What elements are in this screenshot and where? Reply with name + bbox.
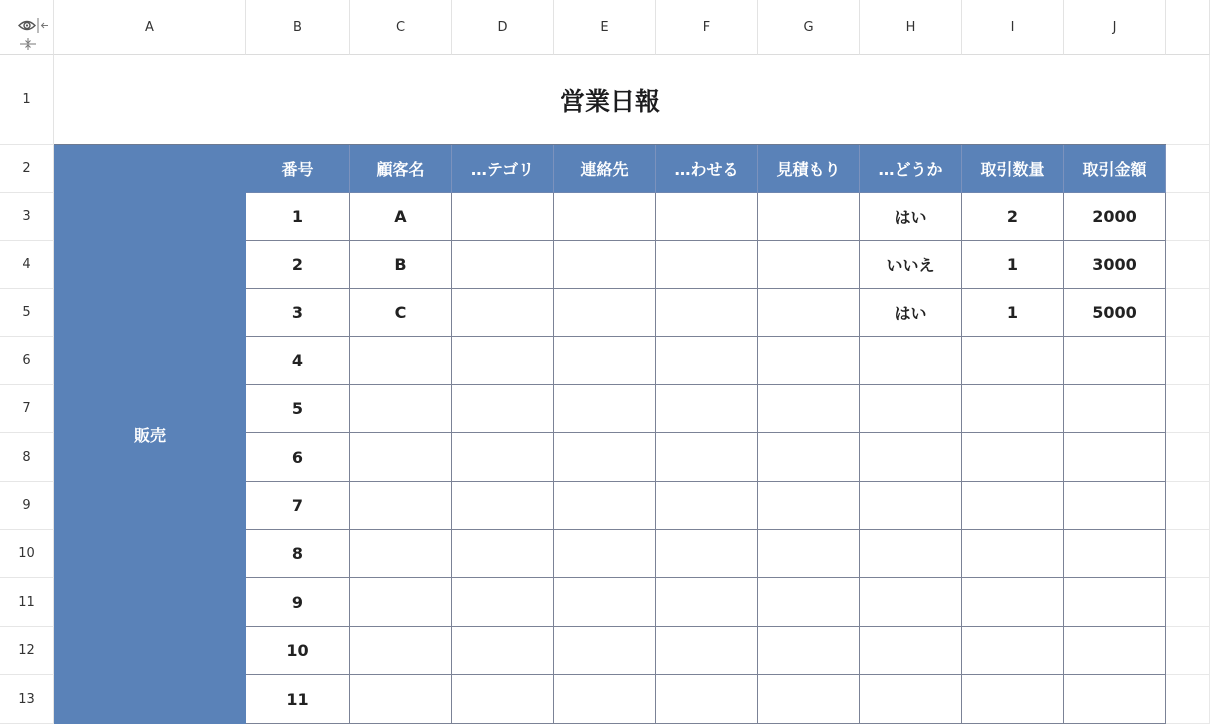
table-cell[interactable]	[452, 337, 554, 385]
table-cell[interactable]: 1	[962, 289, 1064, 337]
table-cell[interactable]	[758, 385, 860, 433]
freeze-rows-icon[interactable]	[20, 38, 36, 50]
table-cell[interactable]	[962, 530, 1064, 578]
table-cell[interactable]	[962, 385, 1064, 433]
table-cell[interactable]	[860, 337, 962, 385]
table-cell[interactable]: 1	[246, 193, 350, 241]
table-header-cell[interactable]: 連絡先	[554, 145, 656, 193]
table-cell[interactable]: 9	[246, 578, 350, 627]
empty-cell[interactable]	[1166, 55, 1210, 145]
row-header-6[interactable]: 6	[0, 337, 54, 385]
table-cell[interactable]	[860, 385, 962, 433]
table-cell[interactable]	[554, 675, 656, 724]
table-header-cell[interactable]: 番号	[246, 145, 350, 193]
sheet-title[interactable]: 営業日報	[54, 55, 1166, 145]
row-header-13[interactable]: 13	[0, 675, 54, 724]
empty-cell[interactable]	[1166, 385, 1210, 433]
table-cell[interactable]	[350, 578, 452, 627]
row-header-9[interactable]: 9	[0, 482, 54, 530]
table-cell[interactable]	[758, 289, 860, 337]
empty-cell[interactable]	[1166, 337, 1210, 385]
table-cell[interactable]: 2	[962, 193, 1064, 241]
table-cell[interactable]	[1064, 433, 1166, 482]
table-cell[interactable]	[962, 482, 1064, 530]
table-cell[interactable]: 5000	[1064, 289, 1166, 337]
table-cell[interactable]	[758, 482, 860, 530]
column-header-g[interactable]: G	[758, 0, 860, 55]
table-cell[interactable]: 1	[962, 241, 1064, 289]
table-cell[interactable]	[656, 675, 758, 724]
table-cell[interactable]	[656, 193, 758, 241]
table-cell[interactable]	[962, 675, 1064, 724]
table-cell[interactable]	[656, 578, 758, 627]
table-cell[interactable]	[350, 337, 452, 385]
empty-cell[interactable]	[1166, 145, 1210, 193]
table-cell[interactable]	[554, 385, 656, 433]
row-header-7[interactable]: 7	[0, 385, 54, 433]
table-cell[interactable]: 2	[246, 241, 350, 289]
table-header-cell[interactable]: …どうか	[860, 145, 962, 193]
table-cell[interactable]	[758, 627, 860, 675]
table-header-cell[interactable]: 見積もり	[758, 145, 860, 193]
column-header-j[interactable]: J	[1064, 0, 1166, 55]
table-cell[interactable]	[860, 530, 962, 578]
table-cell[interactable]	[452, 530, 554, 578]
table-cell[interactable]	[1064, 482, 1166, 530]
row-header-5[interactable]: 5	[0, 289, 54, 337]
table-cell[interactable]: 3000	[1064, 241, 1166, 289]
column-header-i[interactable]: I	[962, 0, 1064, 55]
table-cell[interactable]	[554, 193, 656, 241]
table-cell[interactable]	[1064, 530, 1166, 578]
table-cell[interactable]	[758, 337, 860, 385]
table-cell[interactable]	[350, 482, 452, 530]
table-cell[interactable]	[452, 675, 554, 724]
table-cell[interactable]	[758, 433, 860, 482]
table-cell[interactable]	[860, 675, 962, 724]
table-cell[interactable]: 5	[246, 385, 350, 433]
table-cell[interactable]	[350, 385, 452, 433]
table-cell[interactable]	[554, 337, 656, 385]
table-cell[interactable]	[554, 627, 656, 675]
table-cell[interactable]: B	[350, 241, 452, 289]
table-cell[interactable]	[452, 627, 554, 675]
table-cell[interactable]: はい	[860, 289, 962, 337]
table-cell[interactable]	[1064, 627, 1166, 675]
table-cell[interactable]: 4	[246, 337, 350, 385]
table-cell[interactable]	[962, 433, 1064, 482]
eye-icon[interactable]	[19, 22, 35, 30]
table-cell[interactable]	[554, 578, 656, 627]
table-cell[interactable]	[452, 578, 554, 627]
table-cell[interactable]	[656, 289, 758, 337]
row-header-2[interactable]: 2	[0, 145, 54, 193]
empty-cell[interactable]	[1166, 530, 1210, 578]
column-header-h[interactable]: H	[860, 0, 962, 55]
table-cell[interactable]	[350, 675, 452, 724]
table-cell[interactable]	[350, 627, 452, 675]
table-cell[interactable]	[962, 578, 1064, 627]
column-header-d[interactable]: D	[452, 0, 554, 55]
table-cell[interactable]	[350, 433, 452, 482]
empty-cell[interactable]	[1166, 193, 1210, 241]
column-header-b[interactable]: B	[246, 0, 350, 55]
column-header-c[interactable]: C	[350, 0, 452, 55]
table-cell[interactable]: A	[350, 193, 452, 241]
table-cell[interactable]	[554, 482, 656, 530]
row-header-4[interactable]: 4	[0, 241, 54, 289]
table-cell[interactable]	[1064, 337, 1166, 385]
table-header-cell[interactable]: 顧客名	[350, 145, 452, 193]
table-cell[interactable]	[860, 578, 962, 627]
table-cell[interactable]	[860, 627, 962, 675]
table-cell[interactable]	[656, 530, 758, 578]
empty-cell[interactable]	[1166, 675, 1210, 724]
empty-cell[interactable]	[1166, 578, 1210, 627]
table-cell[interactable]	[758, 241, 860, 289]
table-cell[interactable]	[452, 241, 554, 289]
table-cell[interactable]	[1064, 675, 1166, 724]
table-cell[interactable]: 2000	[1064, 193, 1166, 241]
table-cell[interactable]: 10	[246, 627, 350, 675]
table-cell[interactable]: 6	[246, 433, 350, 482]
row-header-11[interactable]: 11	[0, 578, 54, 627]
table-cell[interactable]	[656, 241, 758, 289]
table-cell[interactable]	[554, 530, 656, 578]
freeze-columns-icon[interactable]	[38, 18, 48, 33]
table-cell[interactable]	[860, 433, 962, 482]
table-cell[interactable]	[452, 482, 554, 530]
row-header-10[interactable]: 10	[0, 530, 54, 578]
table-header-cell[interactable]: …わせる	[656, 145, 758, 193]
table-cell[interactable]	[656, 385, 758, 433]
table-cell[interactable]	[962, 337, 1064, 385]
row-header-12[interactable]: 12	[0, 627, 54, 675]
empty-cell[interactable]	[1166, 482, 1210, 530]
table-cell[interactable]: 7	[246, 482, 350, 530]
table-cell[interactable]	[554, 241, 656, 289]
row-header-1[interactable]: 1	[0, 55, 54, 145]
table-cell[interactable]	[656, 433, 758, 482]
table-cell[interactable]	[758, 193, 860, 241]
table-header-cell[interactable]: …テゴリ	[452, 145, 554, 193]
table-cell[interactable]: はい	[860, 193, 962, 241]
table-cell[interactable]	[656, 627, 758, 675]
empty-cell[interactable]	[1166, 241, 1210, 289]
empty-cell[interactable]	[1166, 627, 1210, 675]
table-cell[interactable]	[1064, 385, 1166, 433]
table-cell[interactable]: 3	[246, 289, 350, 337]
table-cell[interactable]: 11	[246, 675, 350, 724]
table-cell[interactable]	[452, 385, 554, 433]
table-cell[interactable]	[656, 337, 758, 385]
column-header-f[interactable]: F	[656, 0, 758, 55]
column-header-blank	[1166, 0, 1210, 55]
table-cell[interactable]	[554, 433, 656, 482]
section-label-cell[interactable]: 販売	[54, 145, 246, 724]
table-cell[interactable]	[452, 289, 554, 337]
table-header-cell[interactable]: 取引金額	[1064, 145, 1166, 193]
table-cell[interactable]	[962, 627, 1064, 675]
table-cell[interactable]	[656, 482, 758, 530]
row-header-8[interactable]: 8	[0, 433, 54, 482]
table-cell[interactable]	[758, 578, 860, 627]
table-cell[interactable]: C	[350, 289, 452, 337]
empty-cell[interactable]	[1166, 289, 1210, 337]
table-cell[interactable]	[758, 530, 860, 578]
table-cell[interactable]	[350, 530, 452, 578]
table-cell[interactable]	[758, 675, 860, 724]
empty-cell[interactable]	[1166, 433, 1210, 482]
table-cell[interactable]	[554, 289, 656, 337]
table-cell[interactable]	[860, 482, 962, 530]
column-header-e[interactable]: E	[554, 0, 656, 55]
row-header-3[interactable]: 3	[0, 193, 54, 241]
table-header-cell[interactable]: 取引数量	[962, 145, 1064, 193]
table-cell[interactable]	[452, 433, 554, 482]
select-all-corner[interactable]	[0, 0, 54, 55]
table-cell[interactable]	[1064, 578, 1166, 627]
column-header-a[interactable]: A	[54, 0, 246, 55]
table-cell[interactable]	[452, 193, 554, 241]
table-cell[interactable]: 8	[246, 530, 350, 578]
table-cell[interactable]: いいえ	[860, 241, 962, 289]
